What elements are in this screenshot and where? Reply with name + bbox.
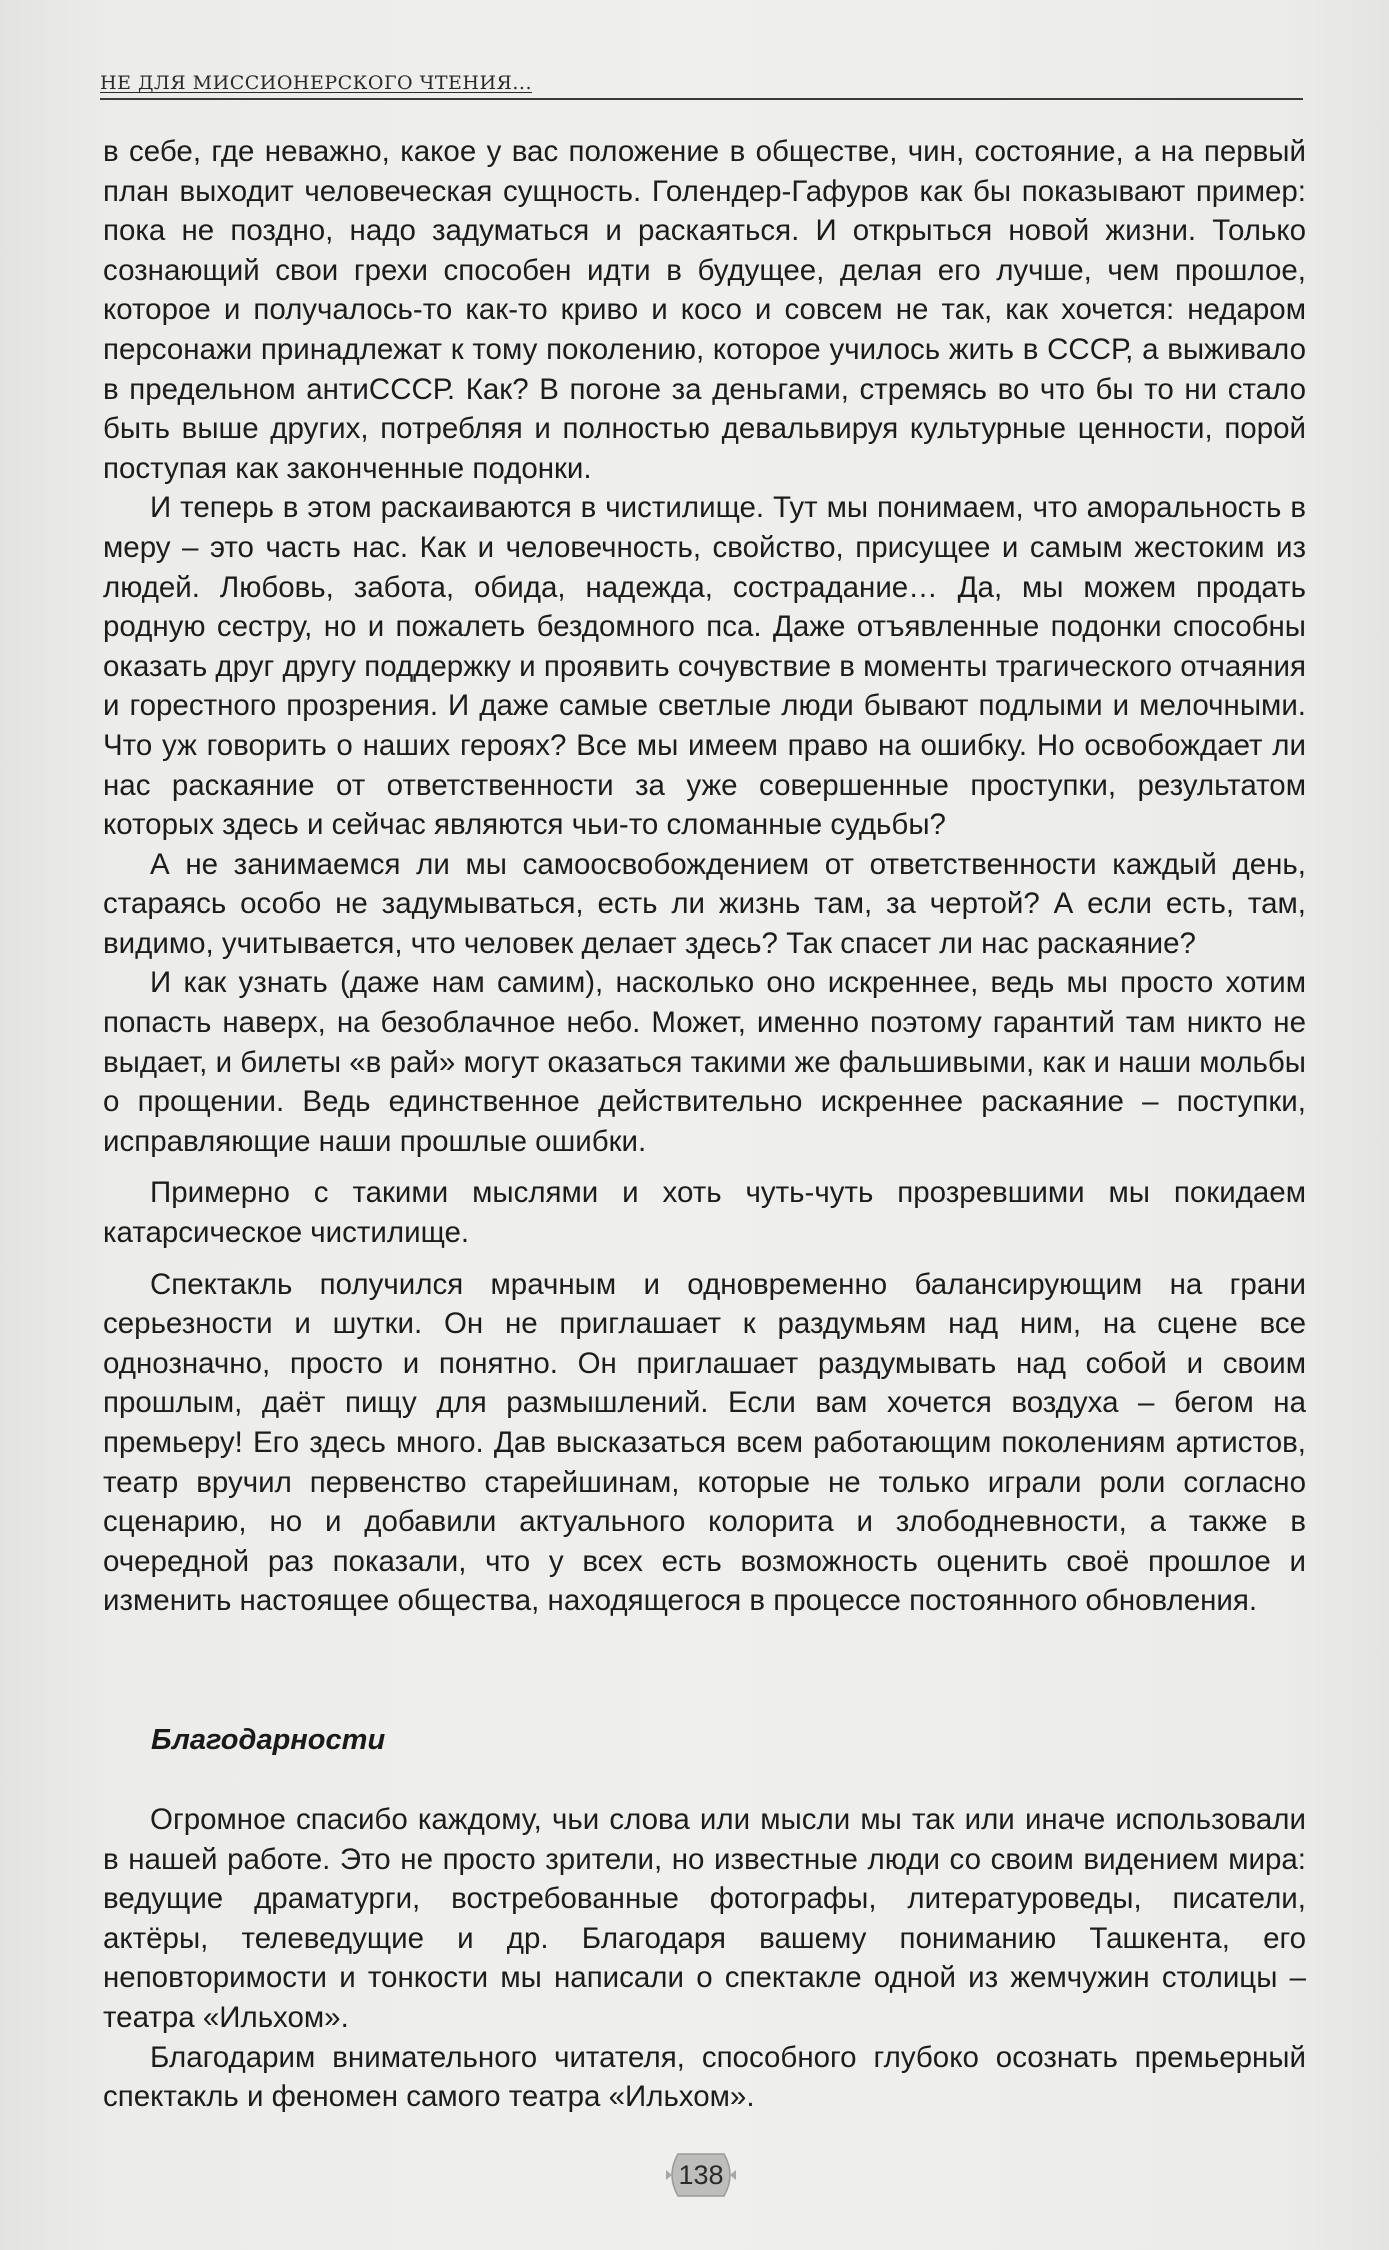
page-number: 138 (678, 2160, 724, 2190)
page-number-badge (664, 2150, 738, 2200)
paragraph: в себе, где неважно, какое у вас положение в обществе, чин, состояние, а на первый план выходит человеческая сущность. Голендер-Гафуров как бы показывают пример: пока не поздно, надо задуматься и раскаяться. И открыться новой жизни. Только сознающий свои грехи способен идти в будущее, делая его лучше, чем прошлое, которое и получалось-то как-то криво и косо и совсем не так, как хочется: недаром персонажи принадлежат к тому поколению, которое училось жить в СССР, а выживало в предельном антиСССР. Как? В погоне за деньгами, стремясь во что бы то ни стало быть выше других, потребляя и полностью девальвируя культурные ценности, порой поступая как законченные подонки. (103, 135, 1306, 485)
running-head-title: НЕ ДЛЯ МИССИОНЕРСКОГО ЧТЕНИЯ... (100, 72, 532, 94)
paragraph: И как узнать (даже нам самим), насколько оно искреннее, ведь мы просто хотим попасть наверх, на безоблачное небо. Может, именно поэтому гарантий там никто не выдает, и билеты «в рай» могут оказаться такими же фальшивыми, как и наши мольбы о прощении. Ведь единственное действительно искреннее раскаяние – поступки, исправляющие наши прошлые ошибки. (103, 966, 1306, 1158)
paragraph: И теперь в этом раскаиваются в чистилище. Тут мы понимаем, что аморальность в меру – это часть нас. Как и человечность, свойство, присущее и самым жестоким из людей. Любовь, забота, обида, надежда, сострадание… Да, мы можем продать родную сестру, но и пожалеть бездомного пса. Даже отъявленные подонки способны оказать друг другу поддержку и проявить сочувствие в моменты трагического отчаяния и горестного прозрения. И даже самые светлые люди бывают подлыми и мелочными. Что уж говорить о наших героях? Все мы имеем право на ошибку. Но освобождает ли нас раскаяние от ответственности за уже совершенные проступки, результатом которых здесь и сейчас являются чьи-то сломанные судьбы? (103, 491, 1306, 842)
paragraph: Огромное спасибо каждому, чьи слова или мысли мы так или иначе использовали в нашей работе. Это не просто зрители, но известные люди со своим видением мира: ведущие драматурги, востребованные фотографы, литературоведы, писатели, актёры, телеведущие и др. Благодаря вашему пониманию Ташкента, его неповторимости и тонкости мы написали о спектакле одной из жемчужин столицы – театра «Ильхом». (103, 1803, 1306, 2034)
section-heading: Благодарности (151, 1724, 386, 1756)
paragraph: Благодарим внимательного читателя, способного глубоко осознать премьерный спектакль и феномен самого театра «Ильхом». (103, 2040, 1306, 2114)
paragraph: Спектакль получился мрачным и одновременно балансирующим на грани серьезности и шутки. Он не приглашает к раздумьям над ним, на сцене все однозначно, просто и понятно. Он приглашает раздумывать над собой и своим прошлым, даёт пищу для размышлений. Если вам хочется воздуха – бегом на премьеру! Его здесь много. Дав высказаться всем работающим поколениям артистов, театр вручил первенство старейшинам, которые не только играли роли согласно сценарию, но и добавили актуального колорита и злободневности, а также в очередной раз показали, что у всех есть возможность оценить своё прошлое и изменить настоящее общества, находящегося в процессе постоянного обновления. (103, 1267, 1306, 1618)
thanks-text-block (103, 1800, 1306, 2117)
paragraph: А не занимаемся ли мы самоосвобождением от ответственности каждый день, стараясь особо не задумываться, есть ли жизнь там, за чертой? А если есть, там, видимо, учитывается, что человек делает здесь? Так спасет ли нас раскаяние? (103, 847, 1306, 960)
paragraph: Примерно с такими мыслями и хоть чуть-чуть прозревшими мы покидаем катарсическое чистилище. (103, 1176, 1306, 1250)
main-text-block (103, 132, 1306, 1621)
running-header (100, 70, 1303, 100)
